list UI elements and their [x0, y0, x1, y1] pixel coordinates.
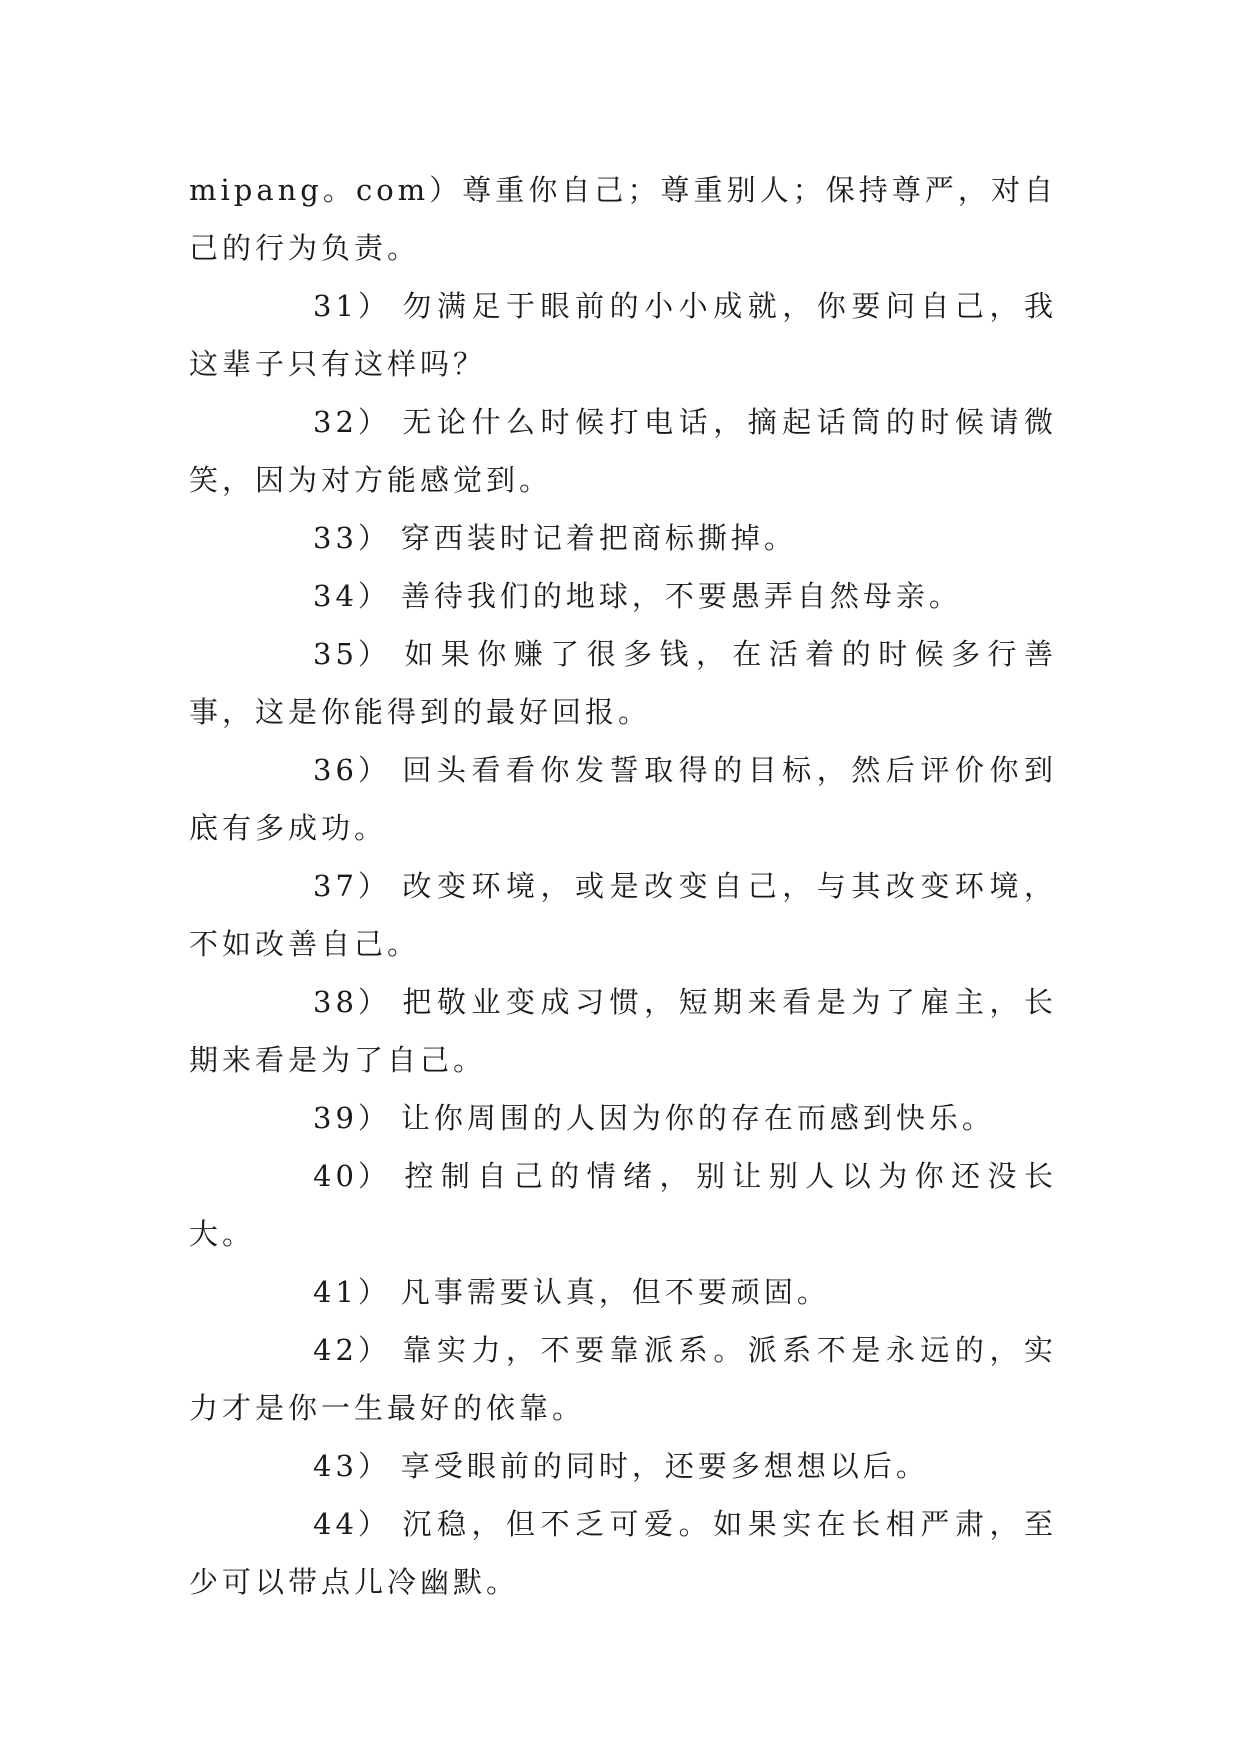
item-number: 35）	[313, 637, 391, 671]
document-body	[189, 161, 1057, 1611]
item-number: 33）	[313, 521, 391, 555]
list-item-32	[189, 393, 1057, 509]
item-text: 把敬业变成习惯，短期来看是为了雇主，长期来看是为了自己。	[189, 985, 1057, 1077]
item-text: 勿满足于眼前的小小成就，你要问自己，我这辈子只有这样吗？	[189, 289, 1057, 381]
list-item-38	[189, 973, 1057, 1089]
item-text: 善待我们的地球，不要愚弄自然母亲。	[400, 579, 962, 613]
item-text: 靠实力，不要靠派系。派系不是永远的，实力才是你一生最好的依靠。	[189, 1333, 1057, 1425]
list-item-36	[189, 741, 1057, 857]
list-item-43	[189, 1437, 1057, 1495]
paragraph-continuation	[189, 161, 1057, 277]
list-item-31	[189, 277, 1057, 393]
item-text: 穿西装时记着把商标撕掉。	[400, 521, 797, 555]
list-item-42	[189, 1321, 1057, 1437]
item-number: 31）	[313, 289, 391, 323]
item-text: 沉稳，但不乏可爱。如果实在长相严肃，至少可以带点儿冷幽默。	[189, 1507, 1057, 1599]
item-text: 让你周围的人因为你的存在而感到快乐。	[400, 1101, 995, 1135]
item-number: 44）	[313, 1507, 391, 1541]
list-item-33	[189, 509, 1057, 567]
list-item-40	[189, 1147, 1057, 1263]
item-number: 38）	[313, 985, 391, 1019]
item-number: 41）	[313, 1275, 391, 1309]
item-text: 改变环境，或是改变自己，与其改变环境，不如改善自己。	[189, 869, 1057, 961]
item-number: 36）	[313, 753, 391, 787]
list-item-41	[189, 1263, 1057, 1321]
list-item-37	[189, 857, 1057, 973]
item-number: 39）	[313, 1101, 391, 1135]
item-number: 32）	[313, 405, 391, 439]
item-text: 回头看看你发誓取得的目标，然后评价你到底有多成功。	[189, 753, 1057, 845]
item-number: 40）	[313, 1159, 391, 1193]
item-number: 43）	[313, 1449, 391, 1483]
list-item-34	[189, 567, 1057, 625]
item-text: 享受眼前的同时，还要多想想以后。	[400, 1449, 929, 1483]
item-text: 凡事需要认真，但不要顽固。	[400, 1275, 830, 1309]
list-item-44	[189, 1495, 1057, 1611]
item-number: 34）	[313, 579, 391, 613]
list-item-35	[189, 625, 1057, 741]
paragraph-text: mipang。com）尊重你自己；尊重别人；保持尊严，对自己的行为负责。	[189, 173, 1057, 265]
item-text: 控制自己的情绪，别让别人以为你还没长大。	[189, 1159, 1057, 1251]
list-item-39	[189, 1089, 1057, 1147]
item-text: 无论什么时候打电话，摘起话筒的时候请微笑，因为对方能感觉到。	[189, 405, 1057, 497]
item-number: 37）	[313, 869, 391, 903]
item-text: 如果你赚了很多钱，在活着的时候多行善事，这是你能得到的最好回报。	[189, 637, 1057, 729]
item-number: 42）	[313, 1333, 391, 1367]
